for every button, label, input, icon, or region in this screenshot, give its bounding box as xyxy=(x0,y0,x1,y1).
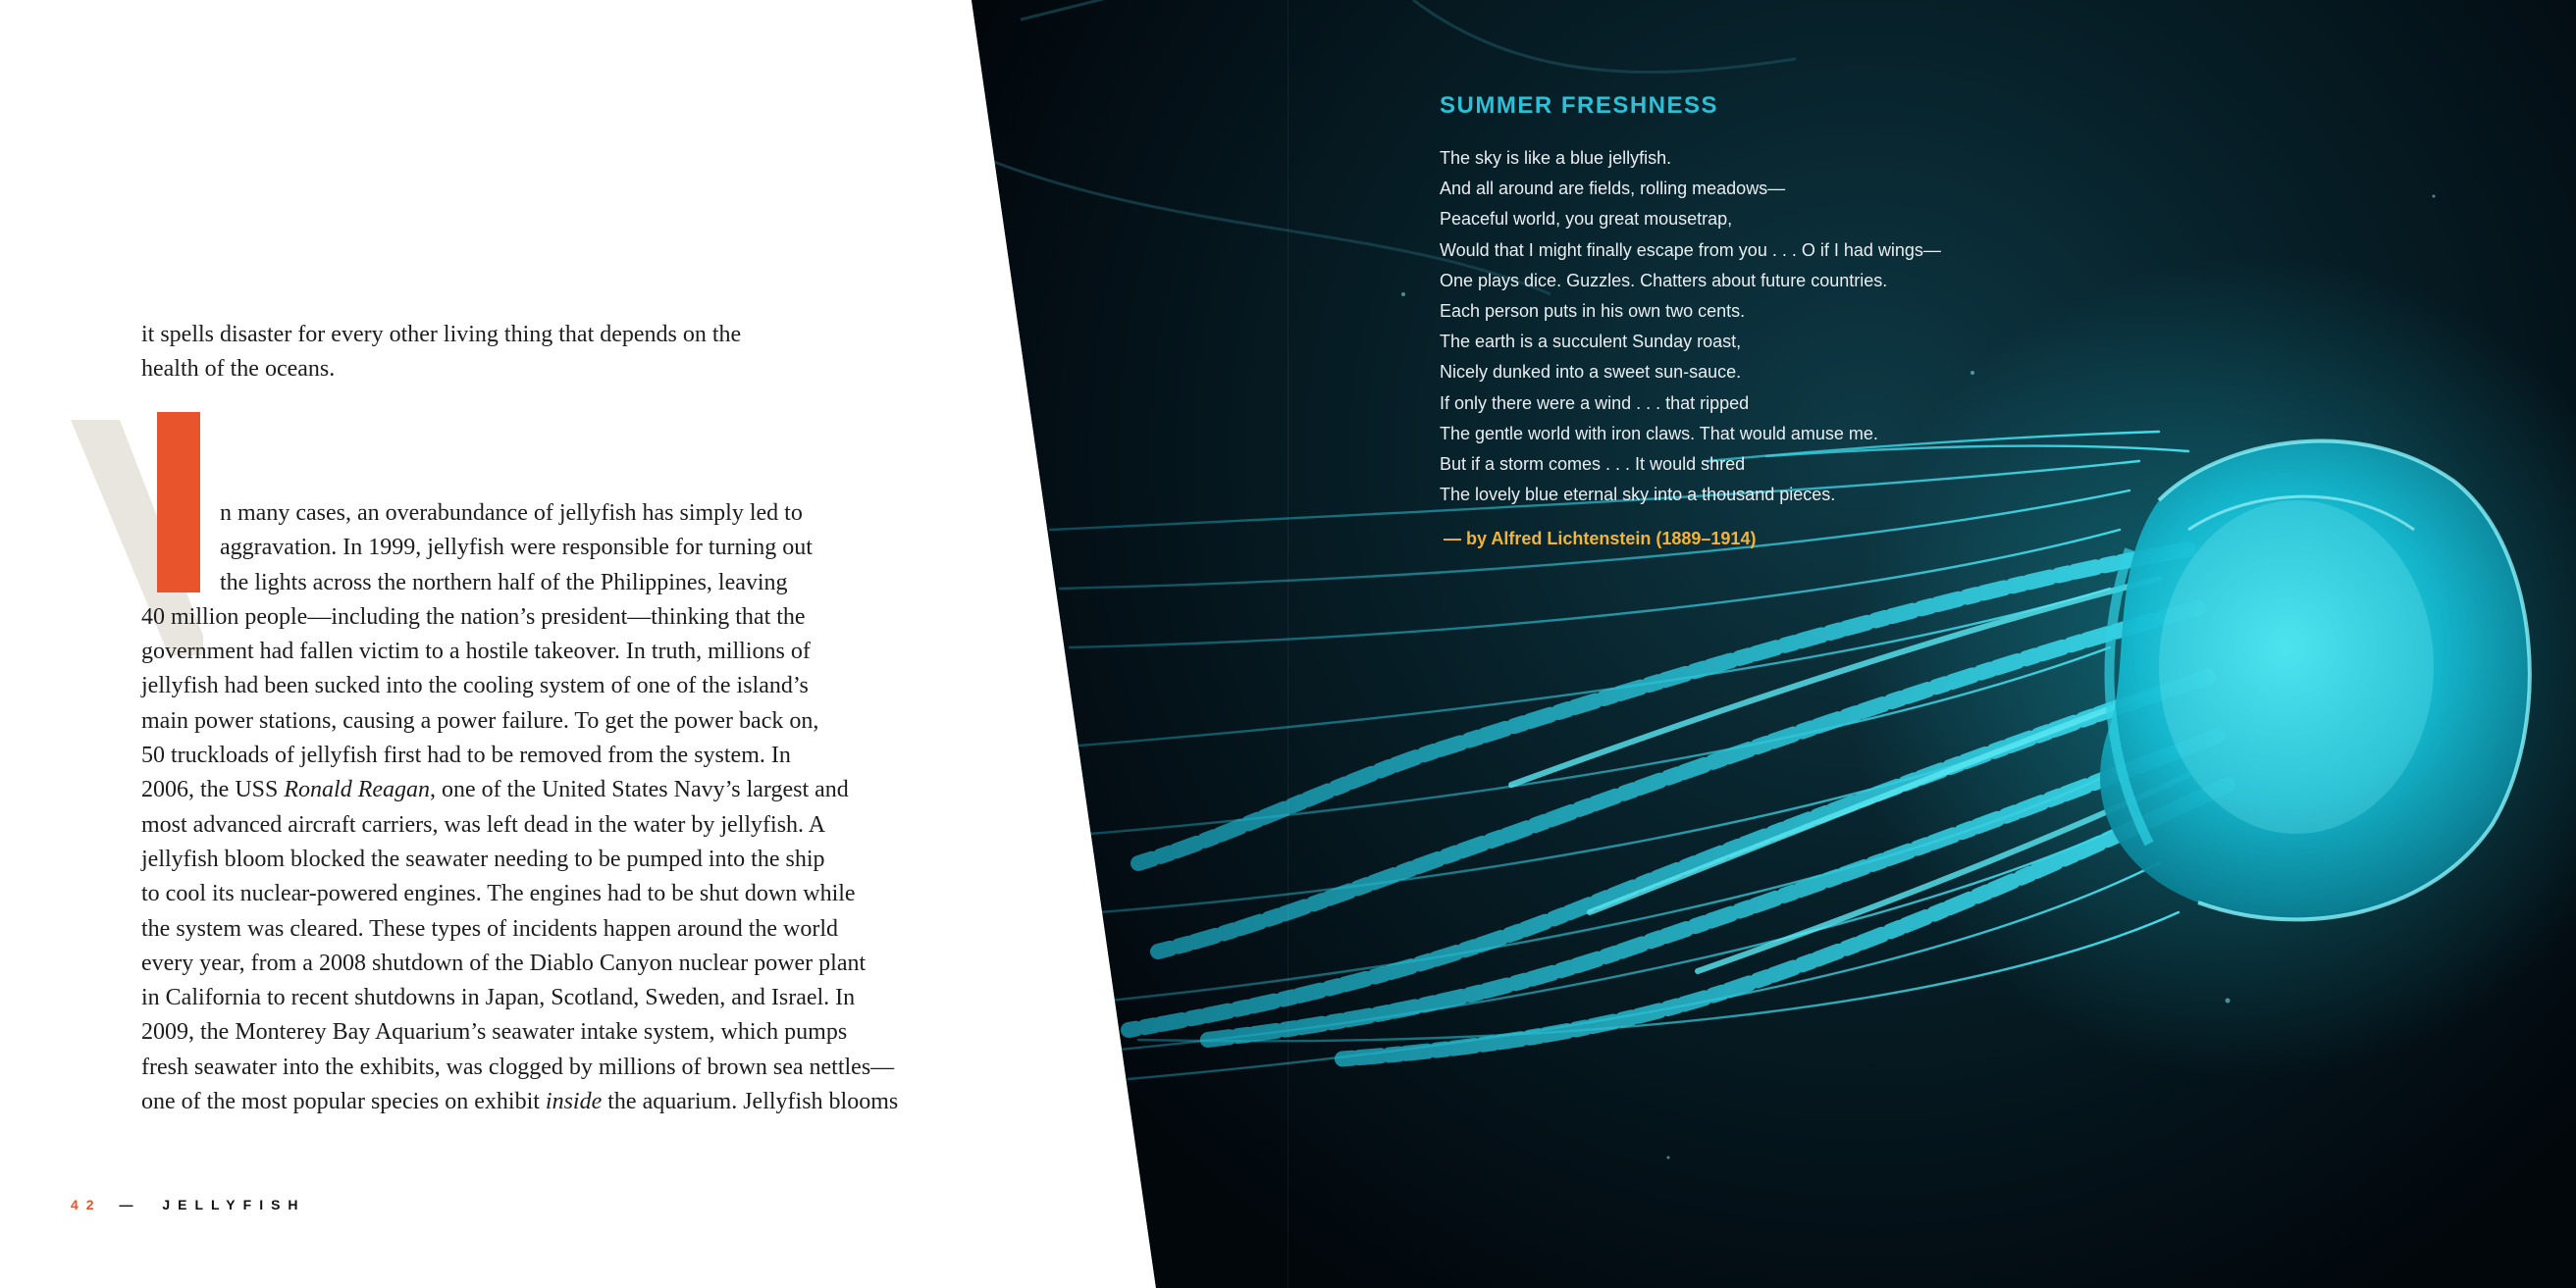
text-line: government had fallen victim to a hostile takeover. In truth, millions of xyxy=(141,639,811,665)
text-line: to cool its nuclear-powered engines. The engines had to be shut down while xyxy=(141,881,856,907)
poem-line: But if a storm comes . . . It would shred xyxy=(1440,454,1746,475)
emphasis: inside xyxy=(545,1089,603,1115)
text-line: 2009, the Monterey Bay Aquarium’s seawater intake system, which pumps xyxy=(141,1019,848,1046)
poem-title: SUMMER FRESHNESS xyxy=(1440,92,1719,119)
poem-line: Peaceful world, you great mousetrap, xyxy=(1440,209,1733,230)
text-line: aggravation. In 1999, jellyfish were responsible for turning out xyxy=(220,535,813,561)
paragraph-continued xyxy=(141,318,809,387)
running-footer-title: JELLYFISH xyxy=(162,1197,306,1212)
text-line: jellyfish bloom blocked the seawater needing to be pumped into the ship xyxy=(141,846,825,872)
text-run: 2006, the USS xyxy=(141,777,285,803)
text-line: fresh seawater into the exhibits, was clogged by millions of brown sea nettles— xyxy=(141,1054,895,1080)
text-line: it spells disaster for every other living thing that depends on the xyxy=(141,322,742,347)
text-line xyxy=(141,1085,926,1119)
text-line: in California to recent shutdowns in Japan, Scotland, Sweden, and Israel. In xyxy=(141,985,856,1011)
poem xyxy=(1440,143,1941,510)
poem-line: Would that I might finally escape from you . . . O if I had wings— xyxy=(1440,239,1941,260)
folio-separator: — xyxy=(119,1197,141,1212)
poem-line: Nicely dunked into a sweet sun-sauce. xyxy=(1440,362,1742,383)
poem-line: The lovely blue eternal sky into a thousand pieces. xyxy=(1440,485,1836,505)
poem-line: The gentle world with iron claws. That would amuse me. xyxy=(1440,423,1878,443)
text-line: jellyfish had been sucked into the cooling system of one of the island’s xyxy=(141,673,809,699)
text-run: the aquarium. Jellyfish blooms xyxy=(602,1089,899,1115)
text-line: health of the oceans. xyxy=(141,356,336,383)
text-line xyxy=(141,773,926,807)
text-line: 40 million people—including the nation’s president—thinking that the xyxy=(141,603,806,630)
poem-line: If only there were a wind . . . that ripped xyxy=(1440,392,1750,413)
text-line: the lights across the northern half of the Philippines, leaving xyxy=(220,569,788,595)
text-line: most advanced aircraft carriers, was left dead in the water by jellyfish. A xyxy=(141,811,826,838)
text-run: , one of the United States Navy’s largest and xyxy=(430,777,849,803)
page-footer xyxy=(71,1197,306,1212)
paragraph-main xyxy=(141,496,926,1119)
text-run: one of the most popular species on exhibit xyxy=(141,1089,546,1115)
text-line: n many cases, an overabundance of jellyfish has simply led to xyxy=(220,500,803,526)
text-line: 50 truckloads of jellyfish first had to be removed from the system. In xyxy=(141,743,791,769)
poem-line: The sky is like a blue jellyfish. xyxy=(1440,148,1672,168)
poem-line: One plays dice. Guzzles. Chatters about future countries. xyxy=(1440,270,1888,290)
poem-line: And all around are fields, rolling meadows— xyxy=(1440,179,1786,199)
page-number: 42 xyxy=(71,1197,102,1212)
ship-name: Ronald Reagan xyxy=(284,777,430,803)
poem-line: Each person puts in his own two cents. xyxy=(1440,301,1746,322)
text-line: every year, from a 2008 shutdown of the Diablo Canyon nuclear power plant xyxy=(141,950,867,976)
poem-credit: — by Alfred Lichtenstein (1889–1914) xyxy=(1444,529,1757,548)
text-line: the system was cleared. These types of incidents happen around the world xyxy=(141,915,839,942)
text-line: main power stations, causing a power failure. To get the power back on, xyxy=(141,707,819,734)
poem-line: The earth is a succulent Sunday roast, xyxy=(1440,332,1742,352)
